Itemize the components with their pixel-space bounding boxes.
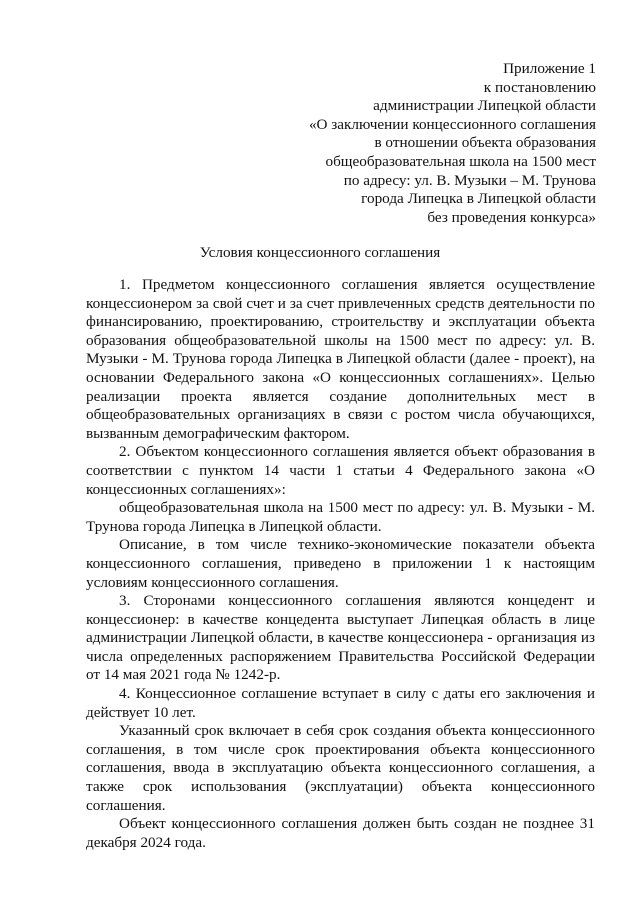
appendix-line: «О заключении концессионного соглашения [308,115,596,133]
appendix-line: администрации Липецкой области [373,97,596,115]
paragraph-term: 4. Концессионное соглашение вступает в силу с даты его заключения и действует 10 лет. [86,685,595,721]
document-title: Условия концессионного соглашения [199,244,441,261]
appendix-line: в отношении объекта образования [374,134,596,152]
document-body [86,276,595,852]
appendix-line: города Липецка в Липецкой области [361,190,596,208]
paragraph-subject: 1. Предметом концессионного соглашения является осуществление концессионером за свой счет и за счет привлеченных средств деятельности по финансированию, проектированию, строительству и эксплуатации объекта образования общеобразовательной школы на 1500 мест по адресу: ул. В. Музыки - М. Трунова города Липецка в Липецкой области (далее - проект), на основании Федерального закона «О концессионных соглашениях». Целью реализации проекта является создание дополнительных мест в общеобразовательных организациях в связи с ростом числа обучающихся, вызванным демографическим фактором. [86,276,595,442]
appendix-header [276,60,596,227]
appendix-line: без проведения конкурса» [427,208,596,226]
appendix-line: по адресу: ул. В. Музыки – М. Трунова [343,171,596,189]
appendix-line: общеобразовательная школа на 1500 мест [325,152,596,170]
appendix-line: к постановлению [483,78,596,96]
paragraph-object-name: общеобразовательная школа на 1500 мест по адресу: ул. В. Музыки - М. Трунова города Липецка в Липецкой области. [86,499,595,535]
paragraph-term-details: Указанный срок включает в себя срок создания объекта концессионного соглашения, в том числе срок проектирования объекта концессионного соглашения, ввода в эксплуатацию объекта концессионного соглашения, а также срок использования (эксплуатации) объекта концессионного соглашения. [86,722,595,814]
paragraph-description: Описание, в том числе технико-экономические показатели объекта концессионного соглашения, приведено в приложении 1 к настоящим условиям концессионного соглашения. [86,536,595,591]
paragraph-deadline: Объект концессионного соглашения должен быть создан не позднее 31 декабря 2024 года. [86,815,595,851]
paragraph-object: 2. Объектом концессионного соглашения является объект образования в соответствии с пунктом 14 части 1 статьи 4 Федерального закона «О концессионных соглашениях»: [86,443,595,498]
appendix-line: Приложение 1 [503,60,596,77]
paragraph-parties: 3. Сторонами концессионного соглашения являются концедент и концессионер: в качестве концедента выступает Липецкая область в лице администрации Липецкой области, в качестве концессионера - организация из числа определенных распоряжением Правительства Российской Федерации от 14 мая 2021 года № 1242-р. [86,592,595,684]
